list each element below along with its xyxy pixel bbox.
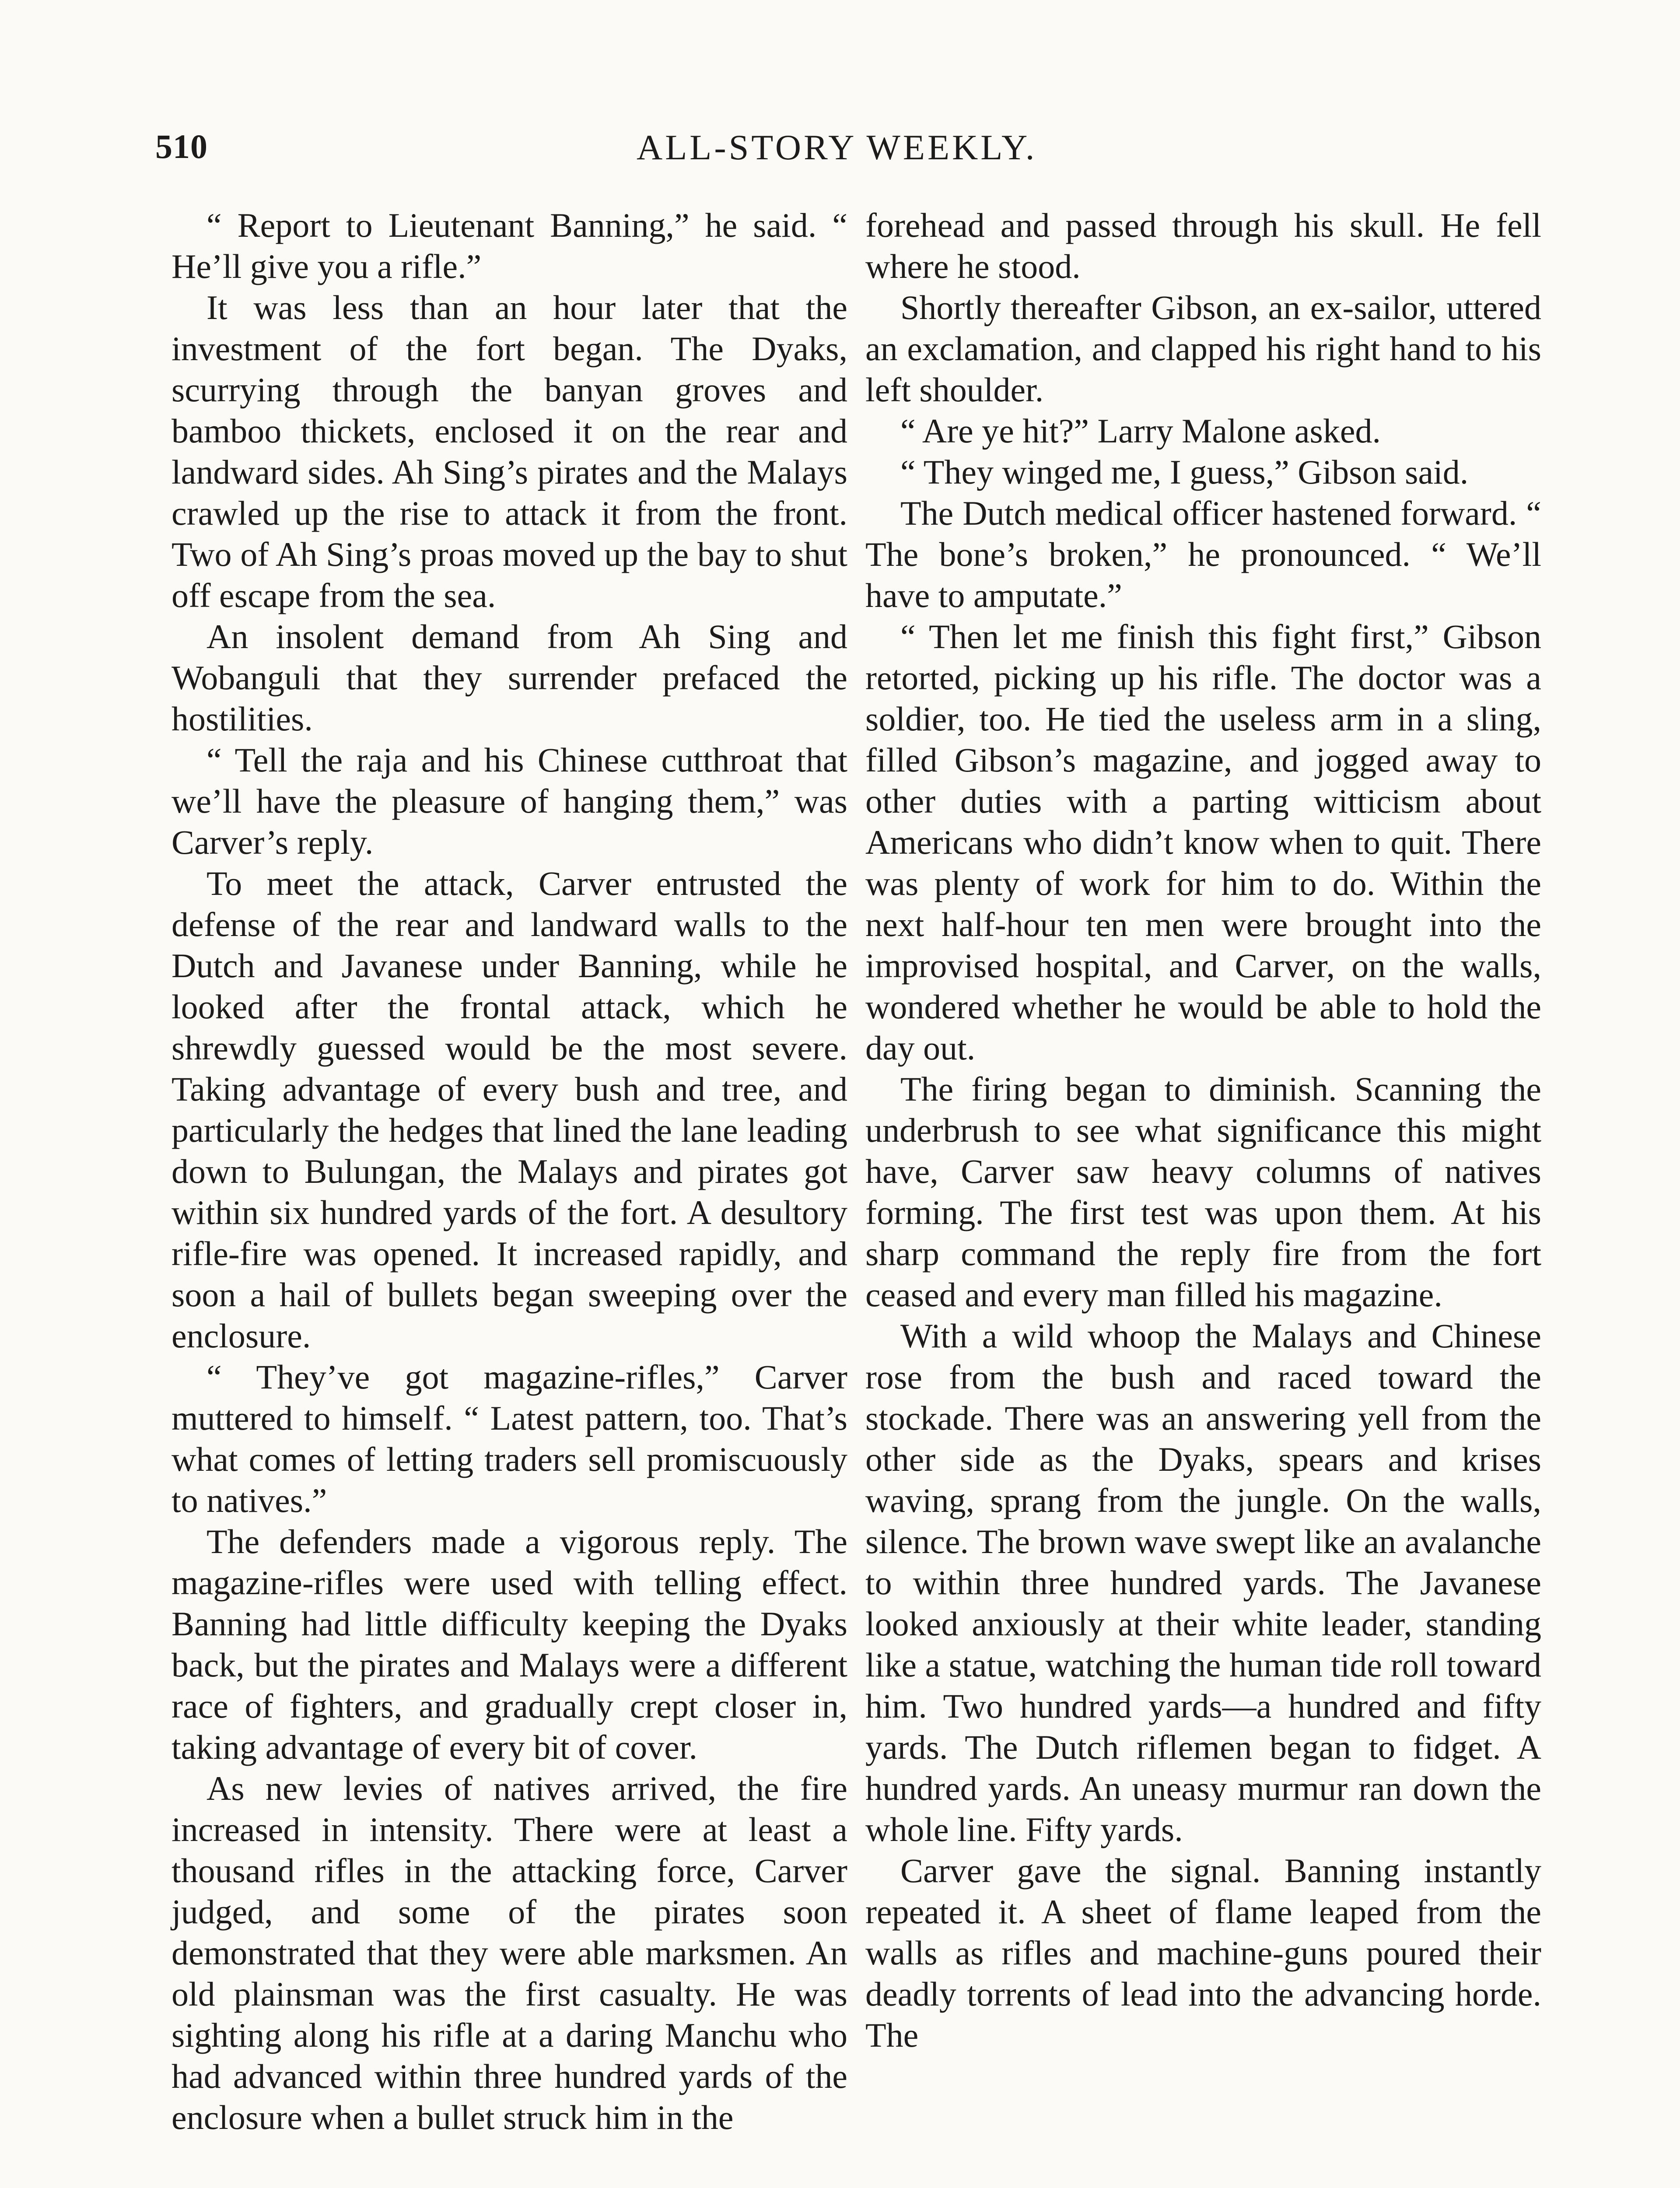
left-column [172,205,847,2138]
paragraph: forehead and passed through his skull. He fell where he stood. [865,206,1541,285]
paragraph: “ Report to Lieutenant Banning,” he said. “ He’ll give you a rifle.” [172,206,847,285]
paragraph: The defenders made a vigorous reply. The magazine-rifles were used with telling effect. Banning had little difficulty keeping the Dyaks back, but the pirates and Malays were a different race of fighters, and gradually crept closer in, taking advantage of every bit of cover. [172,1522,847,1766]
paragraph: The firing began to diminish. Scanning the underbrush to see what significance this might have, Carver saw heavy columns of natives forming. The first test was upon them. At his sharp command the reply fire from the fort ceased and every man filled his magazine. [865,1070,1541,1314]
paragraph: Shortly thereafter Gibson, an ex-sailor, uttered an exclamation, and clapped his right hand to his left shoulder. [865,288,1541,409]
page-header [155,127,1037,179]
paragraph: It was less than an hour later that the investment of the fort began. The Dyaks, scurrying through the banyan groves and bamboo thickets, enclosed it on the rear and landward sides. Ah Sing’s pirates and the Malays crawled up the rise to attack it from the front. Two of Ah Sing’s proas moved up the bay to shut off escape from the sea. [172,288,847,614]
paragraph: “ They winged me, I guess,” Gibson said. [900,453,1469,491]
paragraph: Carver gave the signal. Banning instantly repeated it. A sheet of flame leaped from the walls as rifles and machine-guns poured their deadly torrents of lead into the advancing horde. The [865,1851,1541,2054]
running-title: ALL-STORY WEEKLY. [637,127,1037,167]
page-number: 510 [155,127,208,165]
paragraph: To meet the attack, Carver entrusted the defense of the rear and landward walls to the Dutch and Javanese under Banning, while he looked after the frontal attack, which he shrewdly guessed would be the most severe. Taking advantage of every bush and tree, and particularly the hedges that lined the lane leading down to Bulungan, the Malays and pirates got within six hundred yards of the fort. A desultory rifle-fire was opened. It increased rapidly, and soon a hail of bullets began sweeping over the enclosure. [172,864,847,1355]
paragraph: With a wild whoop the Malays and Chinese rose from the bush and raced toward the stockade. There was an answering yell from the other side as the Dyaks, spears and krises waving, sprang from the jungle. On the walls, silence. The brown wave swept like an avalanche to within three hundred yards. The Javanese looked anxiously at their white leader, standing like a statue, watching the human tide roll toward him. Two hundred yards—a hundred and fifty yards. The Dutch riflemen began to fidget. A hundred yards. An uneasy murmur ran down the whole line. Fifty yards. [865,1317,1541,1848]
paragraph: As new levies of natives arrived, the fire increased in intensity. There were at least a thousand rifles in the attacking force, Carver judged, and some of the pirates soon demonstrated that they were able marksmen. An old plainsman was the first casualty. He was sighting along his rifle at a daring Manchu who had advanced within three hundred yards of the enclosure when a bullet struck him in the [172,1769,847,2136]
paragraph: “ Then let me finish this fight first,” Gibson retorted, picking up his rifle. The doctor was a soldier, too. He tied the useless arm in a sling, filled Gibson’s magazine, and jogged away to other duties with a parting witticism about Americans who didn’t know when to quit. There was plenty of work for him to do. Within the next half-hour ten men were brought into the improvised hospital, and Carver, on the walls, wondered whether he would be able to hold the day out. [865,617,1541,1067]
paragraph: An insolent demand from Ah Sing and Wobanguli that they surrender prefaced the hostilities. [172,617,847,738]
right-column [865,205,1541,2056]
paragraph: The Dutch medical officer hastened forward. “ The bone’s broken,” he pronounced. “ We’ll have to amputate.” [865,494,1541,614]
paragraph: “ They’ve got magazine-rifles,” Carver muttered to himself. “ Latest pattern, too. That’s what comes of letting traders sell promiscuously to natives.” [172,1358,847,1519]
paragraph: “ Are ye hit?” Larry Malone asked. [900,412,1381,450]
paragraph: “ Tell the raja and his Chinese cutthroat that we’ll have the pleasure of hanging them,” was Carver’s reply. [172,741,847,861]
